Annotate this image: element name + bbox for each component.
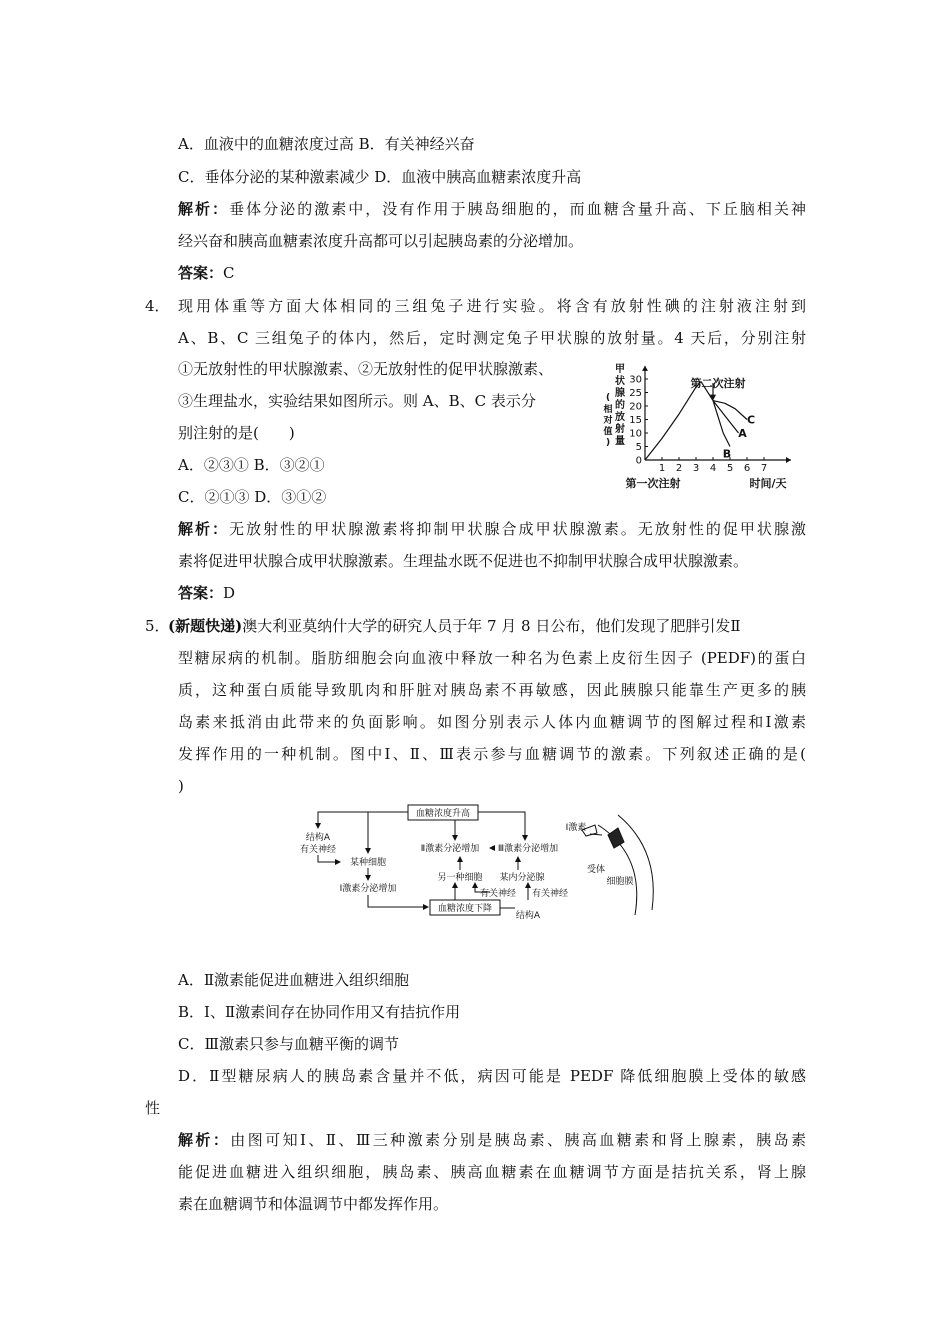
chart-ylabel-10: 对 (603, 416, 613, 426)
chart-x-tick-label: 7 (760, 463, 768, 474)
q5-stem-line4: 岛素来抵消由此带来的负面影响。如图分别表示人体内血糖调节的图解过程和Ⅰ激素 (178, 713, 806, 731)
node-structure-a: 结构A (305, 833, 331, 843)
chart-x-tick-label: 1 (658, 463, 666, 474)
q5-analysis-label: 解析： (178, 1131, 231, 1149)
blood-sugar-regulation-diagram (300, 800, 665, 920)
chart-x-tick-label: 6 (743, 463, 751, 474)
chart-ylabel-1: 甲 (615, 364, 625, 375)
node-nerve-1: 有关神经 (300, 845, 337, 855)
q5-option-d-line1: D．Ⅱ型糖尿病人的胰岛素含量并不低，病因可能是 PEDF 降低细胞膜上受体的敏感 (178, 1067, 806, 1085)
node-hormone-2: Ⅱ激素分泌增加 (420, 844, 480, 854)
chart-y-arrow (642, 366, 648, 371)
chart-ylabel-3: 腺 (615, 388, 625, 399)
q4-analysis-line2: 素将促进甲状腺合成甲状腺激素。生理盐水既不促进也不抑制甲状腺合成甲状腺激素。 (178, 552, 749, 570)
chart-x-tick-label: 5 (726, 463, 734, 474)
q4-options-cd (178, 487, 326, 507)
chart-marks (645, 382, 755, 461)
chart-first-injection: 第一次注射 (625, 477, 681, 490)
q3-analysis-line1: 解析：垂体分泌的激素中，没有作用于胰岛细胞的，而血糖含量升高、下丘脑相关神 (178, 200, 806, 218)
q4-stem-line3: ①无放射性的甲状腺激素、②无放射性的促甲状腺激素、 (178, 360, 554, 378)
q5-analysis-line1: 解析：由图可知Ⅰ、Ⅱ、Ⅲ三种激素分别是胰岛素、胰高血糖素和肾上腺素，胰岛素 (178, 1131, 806, 1149)
q5-option-a: A．Ⅱ激素能促进血糖进入组织细胞 (178, 971, 410, 989)
chart-series-line (645, 382, 713, 460)
q3-option-c: C．垂体分泌的某种激素减少 (178, 168, 370, 186)
q5-analysis-line3: 素在血糖调节和体温调节中都发挥作用。 (178, 1195, 449, 1213)
chart-y-tick-label: 30 (629, 374, 642, 386)
q4-option-b: B．③②① (253, 456, 325, 474)
q4-answer: 答案：D (178, 584, 236, 602)
chart-ylabel-2: 状 (615, 376, 625, 387)
q5-analysis-line2: 能促进血糖进入组织细胞，胰岛素、胰高血糖素在血糖调节方面是拮抗关系，肾上腺 (178, 1163, 806, 1181)
q5-stem-line1: (新题快递)澳大利亚莫纳什大学的研究人员于年 7 月 8 日公布，他们发现了肥胖引发Ⅱ (168, 617, 741, 635)
chart-y-tick-label: 10 (629, 428, 642, 440)
chart-ylabel-9: 相 (603, 405, 613, 415)
node-glucose-up: 血糖浓度升高 (415, 809, 471, 819)
q5-tag: (新题快递) (168, 617, 243, 635)
node-hormone-1: Ⅰ激素分泌增加 (339, 884, 397, 894)
q3-options-cd (178, 167, 581, 187)
q3-answer: 答案：C (178, 264, 235, 282)
chart-x-tick-label: 3 (692, 463, 700, 474)
label-membrane: 细胞膜 (606, 877, 634, 887)
chart-series-label: B (722, 447, 732, 461)
node-hormone-3: Ⅲ激素分泌增加 (497, 844, 559, 854)
q3-analysis-label: 解析： (178, 200, 230, 218)
q4-analysis-label: 解析： (178, 520, 230, 538)
q4-stem-line5: 别注射的是( ) (178, 424, 295, 442)
chart-ylabel-11: 值 (603, 427, 613, 437)
node-some-cell: 某种细胞 (349, 858, 387, 868)
chart-series-label: A (738, 427, 747, 440)
q3-options-ab (178, 134, 475, 154)
q3-option-b: B．有关神经兴奋 (358, 135, 475, 153)
chart-ylabel-7: 量 (615, 436, 625, 447)
q5-stem-line5: 发挥作用的一种机制。图中Ⅰ、Ⅱ、Ⅲ表示参与血糖调节的激素。下列叙述正确的是( (178, 745, 806, 763)
node-another-cell: 另一种细胞 (437, 873, 483, 883)
label-receptor: 受体 (586, 865, 606, 875)
q4-option-c: C．②①③ (178, 488, 250, 506)
chart-second-injection: 第二次注射 (690, 377, 746, 390)
chart-y-tick-label: 20 (629, 401, 642, 413)
q5-option-c: C．Ⅲ激素只参与血糖平衡的调节 (178, 1035, 399, 1053)
label-hormone-i: Ⅰ激素 (565, 823, 587, 833)
q5-stem-line6: ) (178, 777, 184, 795)
q4-radioactivity-chart (600, 360, 800, 495)
chart-ylabel-5: 放 (615, 412, 625, 423)
q5-option-b: B．Ⅰ、Ⅱ激素间存在协同作用又有拮抗作用 (178, 1003, 461, 1021)
chart-y-tick-label: 25 (629, 388, 642, 399)
node-nerve-2: 有关神经 (479, 889, 517, 899)
q3-option-a: A．血液中的血糖浓度过高 (178, 135, 354, 153)
node-glucose-down: 血糖浓度下降 (437, 904, 493, 914)
q3-option-d: D．血液中胰高血糖素浓度升高 (374, 168, 582, 186)
node-structure-a-2: 结构A (515, 911, 541, 920)
chart-y-tick-label: 0 (635, 455, 642, 467)
chart-x-tick-label: 4 (709, 463, 717, 474)
node-nerve-3: 有关神经 (531, 889, 569, 899)
q3-analysis-line2: 经兴奋和胰高血糖素浓度升高都可以引起胰岛素的分泌增加。 (178, 232, 584, 250)
q4-analysis-line1: 解析：无放射性的甲状腺激素将抑制甲状腺合成甲状腺激素。无放射性的促甲状腺激 (178, 520, 806, 538)
q5-stem-line3: 质，这种蛋白质能导致肌肉和肝脏对胰岛素不再敏感，因此胰腺只能靠生产更多的胰 (178, 681, 806, 699)
chart-series-line (713, 401, 730, 447)
q4-options-ab (178, 455, 325, 475)
chart-ylabel-4: 的 (615, 400, 625, 411)
chart-y-tick-label: 5 (635, 442, 642, 453)
node-endocrine-gland: 某内分泌腺 (499, 873, 545, 883)
q5-stem-line2: 型糖尿病的机制。脂肪细胞会向血液中释放一种名为色素上皮衍生因子 (PEDF)的蛋白 (178, 649, 806, 667)
q4-option-d: D．③①② (254, 488, 327, 506)
chart-ylabel-6: 射 (615, 424, 625, 435)
q4-stem-line2: A、B、C 三组兔子的体内，然后，定时测定兔子甲状腺的放射量。4 天后，分别注射 (178, 329, 806, 347)
q4-stem-line4: ③生理盐水，实验结果如图所示。则 A、B、C 表示分 (178, 392, 536, 410)
q4-option-a: A．②③① (178, 456, 249, 474)
q4-stem-line1: 现用体重等方面大体相同的三组兔子进行实验。将含有放射性碘的注射液注射到 (178, 297, 806, 315)
chart-x-arrow (786, 457, 791, 463)
chart-series-line (713, 401, 739, 433)
chart-x-tick-label: 2 (675, 463, 683, 474)
q4-number: 4． (145, 297, 170, 315)
chart-y-tick-label: 15 (629, 415, 642, 426)
chart-series-label: C (746, 413, 756, 427)
chart-ylabel-12: ) (605, 438, 611, 448)
chart-xlabel: 时间/天 (749, 477, 787, 490)
q5-number: 5． (145, 617, 170, 635)
q5-option-d-line2: 性 (145, 1099, 161, 1117)
chart-ylabel-8: ( (605, 393, 611, 403)
